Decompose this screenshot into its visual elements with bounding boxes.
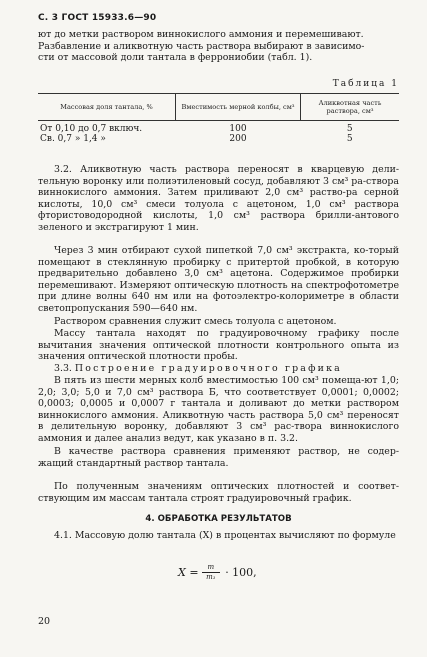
intro-paragraph	[38, 29, 399, 64]
table-cell-volume: 200	[229, 134, 247, 144]
intro-line-2: Разбавление и аликвотную часть раствора выбирают в зависимо-	[38, 40, 365, 52]
table-header-flask-volume: Вместимость мерной колбы, см³	[176, 94, 301, 121]
table-cell-range: От 0,10 до 0,7 включ.	[40, 124, 143, 134]
table-cell-aliquot: 5	[346, 124, 353, 134]
formula-multiplier: · 100,	[225, 566, 257, 579]
page-header: С. 3 ГОСТ 15933.6—90	[38, 13, 157, 23]
paragraph-3-2-extract: Через 3 мин отбирают сухой пипеткой 7,0 см³ экстракта, ко-торый помещают в стеклянную пробирку с притертой пробкой, в которую предварительно добавлено 3,0 см³ ацетона. Содержимое пробирки перемешивают. Измеряют оптическую плотность на спектрофотометре при длине волны 640 нм или на фотоэлектро-колориметре в области светопропускания 590—640 нм.	[38, 245, 399, 314]
paragraph-3-2: 3.2. Аликвотную часть раствора переносят в кварцевую дели-тельную воронку или полиэтиленовый сосуд, добавляют 3 см³ ра-створа виннокислого аммония. Затем приливают 2,0 см³ раство-ра серной кислоты, 10,0 см³ смеси толуола с ацетоном, 1,0 см³ раствора фтористоводородной кислоты, 1,0 см³ раствора брилли-антового зеленого и экстрагируют 1 мин.	[38, 164, 399, 233]
section-3-3-title: Построение градуировочного графика	[74, 363, 342, 374]
formula	[178, 563, 257, 582]
formula-denominator: m₁	[206, 573, 216, 581]
formula-numerator: m	[202, 563, 221, 573]
table-header-aliquot: Аликвотная часть раствора, см³	[301, 94, 400, 121]
paragraph-reference-solution: Раствором сравнения служит смесь толуола с ацетоном.	[54, 316, 337, 327]
paragraph-3-3: В пять из шести мерных колб вместимостью 100 см³ помеща-ют 1,0; 2,0; 3,0; 5,0 и 7,0 см³ раствора Б, что соответствует 0,0001; 0,0002; 0,0003; 0,0005 и 0,0007 г тантала и доливают до метки раствором виннокислого аммония. Аликвотную часть раствора 5,0 см³ переносят в делительную воронку, добавляют 3 см³ рас-твора виннокислого аммония и далее анализ ведут, как указано в п. 3.2.	[38, 375, 399, 444]
paragraph-calibration-graph: По полученным значениям оптических плотностей и соответ-ствующим им массам тантала строят градуировочный график.	[38, 481, 399, 504]
paragraph-tantalum-mass: Массу тантала находят по градуировочному графику после вычитания значения оптической плотности контрольного опыта из значения оптической плотности пробы.	[38, 328, 399, 363]
table-1	[38, 93, 399, 144]
formula-fraction	[202, 563, 221, 582]
table-cell-aliquot: 5	[346, 134, 353, 144]
table-row	[38, 121, 399, 135]
table-header-row	[38, 94, 399, 121]
table-cell-volume: 100	[229, 124, 247, 134]
intro-line-3: сти от массовой доли тантала в феррониобии (табл. 1).	[38, 52, 313, 64]
paragraph-4-1: 4.1. Массовую долю тантала (X) в процентах вычисляют по формуле	[54, 530, 396, 541]
paragraph-comparison-solution: В качестве раствора сравнения применяют раствор, не содер-жащий стандартный раствор тантала.	[38, 446, 399, 469]
table-caption: Таблица 1	[332, 79, 399, 89]
page-number: 20	[38, 616, 51, 627]
intro-line-1: ют до метки раствором виннокислого аммония и перемешивают.	[38, 29, 364, 40]
table-header-mass-fraction: Массовая доля тантала, %	[38, 94, 176, 121]
table-cell-range: Св. 0,7 » 1,4 »	[40, 134, 106, 144]
table-row	[38, 134, 399, 144]
section-4-title: 4. ОБРАБОТКА РЕЗУЛЬТАТОВ	[145, 514, 292, 524]
paragraph-3-3-heading	[38, 363, 399, 375]
formula-lhs: X =	[178, 566, 199, 579]
section-3-3-number: 3.3.	[54, 363, 72, 374]
